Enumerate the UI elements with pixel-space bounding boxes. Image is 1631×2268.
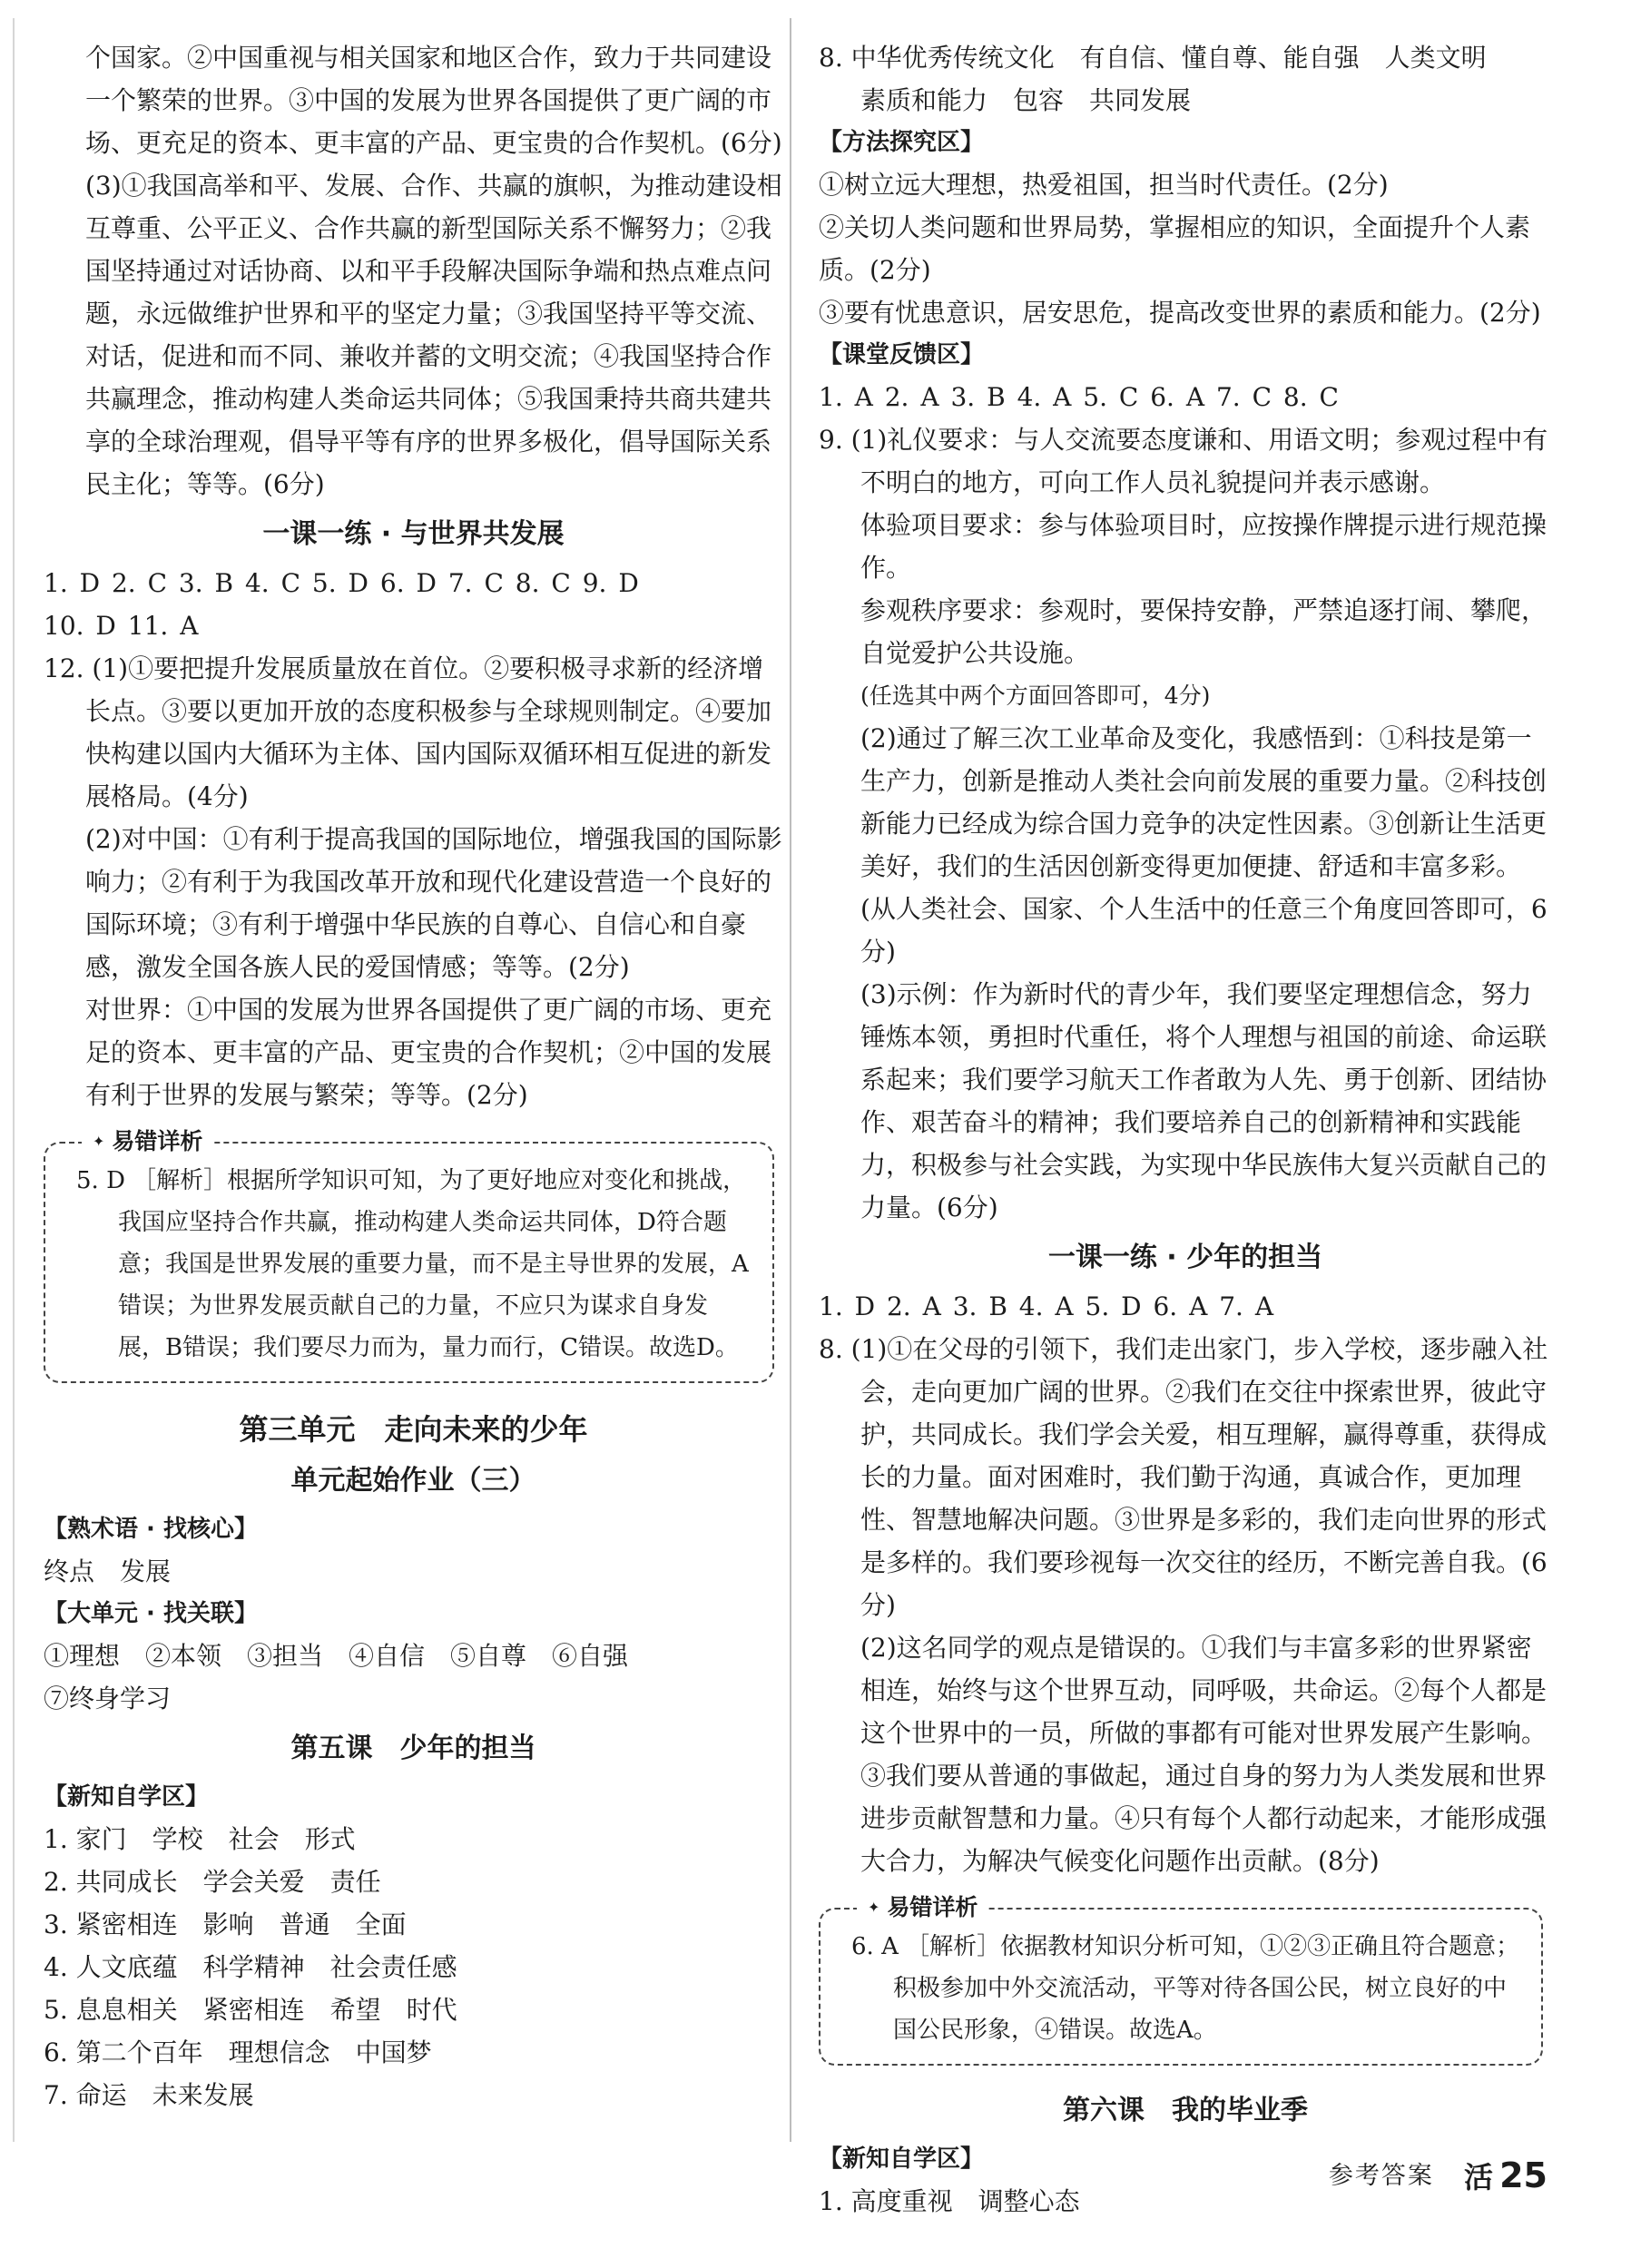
answer-paragraph: 对世界：①中国的发展为世界各国提供了更广阔的市场、更充足的资本、更丰富的产品、更宝贵的合作契机；②中国的发展有利于世界的发展与繁荣；等等。(2分) xyxy=(85,995,772,1110)
list-item: 5. 息息相关 紧密相连 希望 时代 xyxy=(44,1995,457,2025)
answer-paragraph: (3)①我国高举和平、发展、合作、共赢的旗帜，为推动建设相互尊重、公平正义、合作共赢的新型国际关系不懈努力；②我国坚持通过对话协商、以和平手段解决国际争端和热点难点问题，永远做维护世界和平的坚定力量；③我国坚持平等交流、对话，促进和而不同、兼收并蓄的文明交流；④我国坚持合作共赢理念，推动构建人类命运共同体；⑤我国秉持共商共建共享的全球治理观，倡导平等有序的世界多极化，倡导国际关系民主化；等等。(6分) xyxy=(85,171,782,499)
section-label: 【课堂反馈区】 xyxy=(819,341,985,368)
list-item: 1. 高度重视 调整心态 xyxy=(819,2186,1080,2216)
section-label: 【方法探究区】 xyxy=(819,129,985,156)
left-column xyxy=(44,36,783,2116)
answer-note: (任选其中两个方面回答即可，4分) xyxy=(860,682,1211,709)
footer-label: 参考答案 xyxy=(1328,2162,1434,2190)
lesson-title: 第六课 我的毕业季 xyxy=(1063,2095,1308,2126)
section-text: ①理想 ②本领 ③担当 ④自信 ⑤自尊 ⑥自强 xyxy=(44,1641,629,1671)
answer-paragraph: (3)示例：作为新时代的青少年，我们要坚定理想信念，努力锤炼本领，勇担时代重任，将个人理想与祖国的前途、命运联系起来；我们要学习航天工作者敢为人先、勇于创新、团结协作、艰苦奋斗的精神；我们要培养自己的创新精神和实践能力，积极参与社会实践，为实现中华民族伟大复兴贡献自己的力量。(6分) xyxy=(860,979,1547,1222)
list-item: 1. 家门 学校 社会 形式 xyxy=(44,1824,356,1854)
error-analysis-box xyxy=(44,1128,774,1383)
right-column xyxy=(819,36,1552,2223)
answer-paragraph: ③要有忧患意识，居安思危，提高改变世界的素质和能力。(2分) xyxy=(819,298,1541,328)
error-analysis-text: 5. D ［解析］根据所学知识可知，为了更好地应对变化和挑战，我国应坚持合作共赢，推动构建人类命运共同体，D符合题意；我国是世界发展的重要力量，而不是主导世界的发展，A错误；为世界发展贡献自己的力量，不应只为谋求自身发展，B错误；我们要尽力而为，量力而行，C错误。故选D。 xyxy=(76,1167,749,1361)
section-label: 【熟术语 · 找核心】 xyxy=(44,1516,258,1543)
page-footer xyxy=(1329,2155,1547,2196)
footer-brand: 活 xyxy=(1464,2160,1494,2194)
choice-answers: 1. D 2. C 3. B 4. C 5. D 6. D 7. C 8. C 9. D xyxy=(44,568,639,598)
lesson-title: 第五课 少年的担当 xyxy=(290,1733,536,1764)
section-label: 【新知自学区】 xyxy=(819,2145,985,2173)
page-number: 25 xyxy=(1499,2155,1547,2195)
choice-answers: 10. D 11. A xyxy=(44,611,199,641)
list-item: 7. 命运 未来发展 xyxy=(44,2080,254,2110)
section-label: 【新知自学区】 xyxy=(44,1783,210,1811)
section-label: 【大单元 · 找关联】 xyxy=(44,1600,258,1627)
unit-subtitle: 单元起始作业（三） xyxy=(290,1465,536,1497)
answer-paragraph: (2)这名同学的观点是错误的。①我们与丰富多彩的世界紧密相连，始终与这个世界互动，同呼吸，共命运。②每个人都是这个世界中的一员，所做的事都有可能对世界发展产生影响。③我们要从普通的事做起，通过自身的努力为人类发展和世界进步贡献智慧和力量。④只有每个人都行动起来，才能形成强大合力，为解决气候变化问题作出贡献。(8分) xyxy=(860,1633,1547,1876)
error-analysis-box xyxy=(819,1894,1543,2066)
answer-paragraph: 9. (1)礼仪要求：与人交流要态度谦和、用语文明；参观过程中有不明白的地方，可向工作人员礼貌提问并表示感谢。 xyxy=(819,425,1548,497)
error-analysis-text: 6. A ［解析］依据教材知识分析可知，①②③正确且符合题意；积极参加中外交流活动，平等对待各国公民，树立良好的中国公民形象，④错误。故选A。 xyxy=(851,1933,1520,2044)
answer-paragraph: ①树立远大理想，热爱祖国，担当时代责任。(2分) xyxy=(819,170,1389,200)
section-text: 终点 发展 xyxy=(44,1556,172,1586)
lesson-title: 一课一练 · 与世界共发展 xyxy=(262,518,565,550)
section-text: ⑦终身学习 xyxy=(44,1684,172,1713)
error-analysis-tag: ✦ 易错详析 xyxy=(82,1125,213,1158)
list-item: 8. 中华优秀传统文化 有自信、懂自尊、能自强 人类文明 xyxy=(819,43,1487,73)
lesson-title: 一课一练 · 少年的担当 xyxy=(1047,1242,1323,1273)
page-edge-line xyxy=(13,18,15,2142)
answer-paragraph: 个国家。②中国重视与相关国家和地区合作，致力于共同建设一个繁荣的世界。③中国的发展为世界各国提供了更广阔的市场、更充足的资本、更丰富的产品、更宝贵的合作契机。(6分) xyxy=(85,43,782,158)
column-divider xyxy=(790,18,791,2142)
list-item: 4. 人文底蕴 科学精神 社会责任感 xyxy=(44,1952,457,1982)
answer-paragraph: (2)通过了解三次工业革命及变化，我感悟到：①科技是第一生产力，创新是推动人类社会向前发展的重要力量。②科技创新能力已经成为综合国力竞争的决定性因素。③创新让生活更美好，我们的生活因创新变得更加便捷、舒适和丰富多彩。(从人类社会、国家、个人生活中的任意三个角度回答即可，6分) xyxy=(860,723,1547,967)
answer-paragraph: 参观秩序要求：参观时，要保持安静，严禁追逐打闹、攀爬，自觉爱护公共设施。 xyxy=(860,595,1547,668)
unit-title: 第三单元 走向未来的少年 xyxy=(239,1412,588,1447)
list-item: 6. 第二个百年 理想信念 中国梦 xyxy=(44,2037,432,2067)
list-item: 3. 紧密相连 影响 普通 全面 xyxy=(44,1910,407,1939)
choice-answers: 1. A 2. A 3. B 4. A 5. C 6. A 7. C 8. C xyxy=(819,382,1339,412)
answer-paragraph: 体验项目要求：参与体验项目时，应按操作牌提示进行规范操作。 xyxy=(860,510,1547,583)
answer-paragraph: ②关切人类问题和世界局势，掌握相应的知识，全面提升个人素质。(2分) xyxy=(819,212,1531,285)
list-item: 素质和能力 包容 共同发展 xyxy=(860,85,1192,115)
list-item: 2. 共同成长 学会关爱 责任 xyxy=(44,1867,381,1897)
choice-answers: 1. D 2. A 3. B 4. A 5. D 6. A 7. A xyxy=(819,1291,1274,1321)
error-analysis-tag: ✦ 易错详析 xyxy=(857,1891,988,1924)
answer-paragraph: 12. (1)①要把提升发展质量放在首位。②要积极寻求新的经济增长点。③要以更加开放的态度积极参与全球规则制定。④要加快构建以国内大循环为主体、国内国际双循环相互促进的新发展格局。(4分) xyxy=(44,653,772,811)
answer-paragraph: (2)对中国：①有利于提高我国的国际地位，增强我国的国际影响力；②有利于为我国改革开放和现代化建设营造一个良好的国际环境；③有利于增强中华民族的自尊心、自信心和自豪感，激发全国各族人民的爱国情感；等等。(2分) xyxy=(85,824,782,982)
answer-paragraph: 8. (1)①在父母的引领下，我们走出家门，步入学校，逐步融入社会，走向更加广阔的世界。②我们在交往中探索世界，彼此守护，共同成长。我们学会关爱，相互理解，赢得尊重，获得成长的力量。面对困难时，我们勤于沟通，真诚合作，更加理性、智慧地解决问题。③世界是多彩的，我们走向世界的形式是多样的。我们要珍视每一次交往的经历，不断完善自我。(6分) xyxy=(819,1334,1548,1620)
